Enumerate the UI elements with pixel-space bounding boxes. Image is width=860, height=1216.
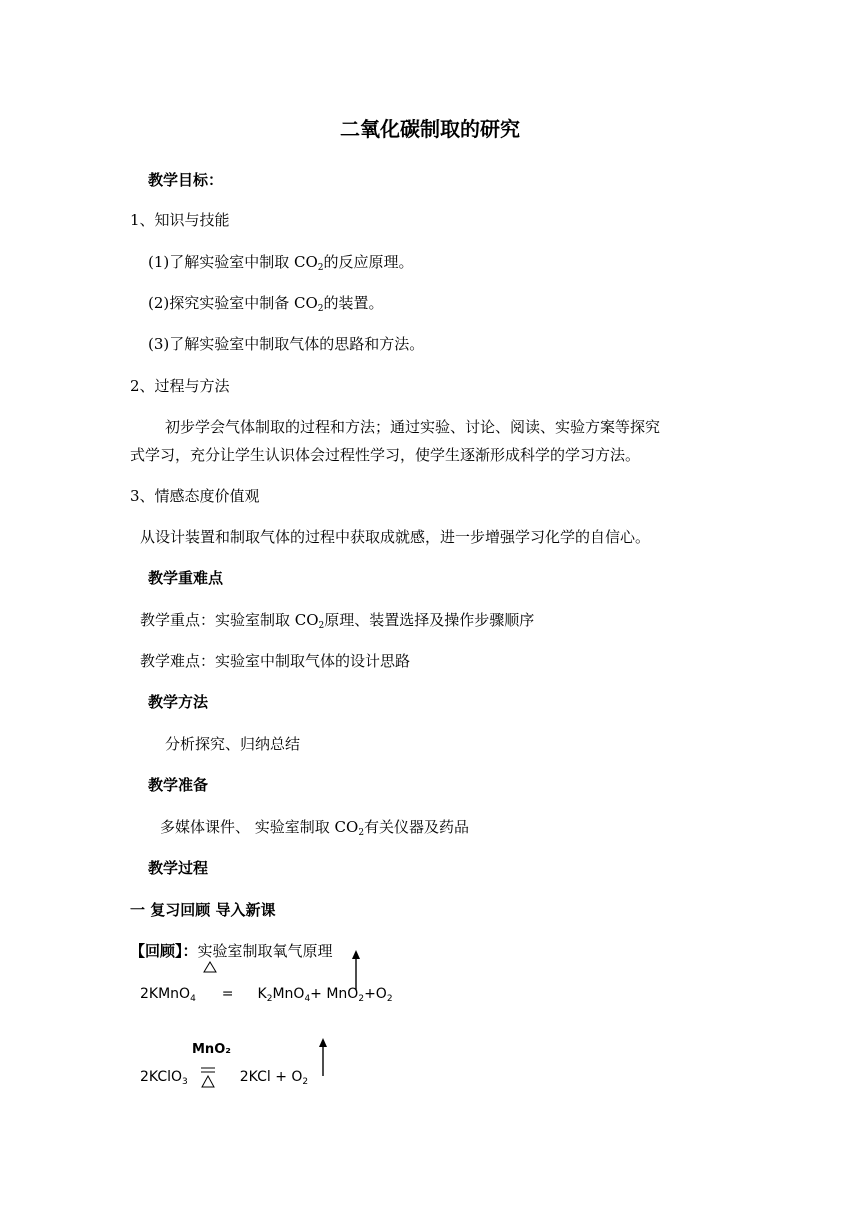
teaching-difficulty: 教学难点：实验室中制取气体的设计思路 [140, 652, 411, 670]
section-process: 2、过程与方法 [130, 377, 230, 395]
method-text: 分析探究、归纳总结 [165, 735, 301, 753]
gas-arrow-icon [350, 950, 362, 992]
prep-heading: 教学准备 [148, 776, 209, 794]
objective-item-2: (2)探究实验室中制备 $CO_2$的装置。 [148, 294, 384, 314]
teaching-focus: 教学重点：实验室制取 $CO_2$原理、装置选择及操作步骤顺序 [140, 611, 535, 631]
section-knowledge: 1、知识与技能 [130, 211, 230, 229]
part-one-heading: 一 复习回顾 导入新课 [130, 901, 276, 919]
process-paragraph-line-1: 初步学会气体制取的过程和方法；通过实验、讨论、阅读、实验方案等探究 [165, 418, 661, 436]
objective-item-3: (3)了解实验室中制取气体的思路和方法。 [148, 335, 425, 353]
prep-text: 多媒体课件、 实验室制取 $CO_2$有关仪器及药品 [160, 818, 470, 838]
review-line [130, 941, 333, 961]
catalyst-label: MnO₂ [192, 1042, 231, 1057]
objectives-heading: 教学目标： [148, 171, 224, 189]
attitude-paragraph: 从设计装置和制取气体的过程中获取成就感，进一步增强学习化学的自信心。 [140, 528, 651, 546]
page-title: 二氧化碳制取的研究 [340, 117, 520, 141]
process-heading: 教学过程 [148, 859, 209, 877]
key-points-heading: 教学重难点 [148, 569, 224, 587]
process-paragraph-line-2: 式学习，充分让学生认识体会过程性学习，使学生逐渐形成科学的学习方法。 [130, 446, 641, 464]
objective-item-1: (1)了解实验室中制取 $CO_2$的反应原理。 [148, 253, 414, 273]
heat-symbol [203, 961, 217, 973]
equation-kmno4: 2KMnO$_4$ = $K_2MnO_4+ MnO_2+O_2$ [140, 986, 393, 1004]
review-label: 【回顾】： [130, 942, 198, 960]
review-text: 实验室制取氧气原理 [197, 942, 333, 960]
gas-arrow-icon [317, 1038, 329, 1078]
equation-kclo3: 2KClO$_3$ $2KCl + O_2$ [140, 1069, 309, 1087]
section-attitude: 3、情感态度价值观 [130, 487, 260, 505]
method-heading: 教学方法 [148, 693, 209, 711]
